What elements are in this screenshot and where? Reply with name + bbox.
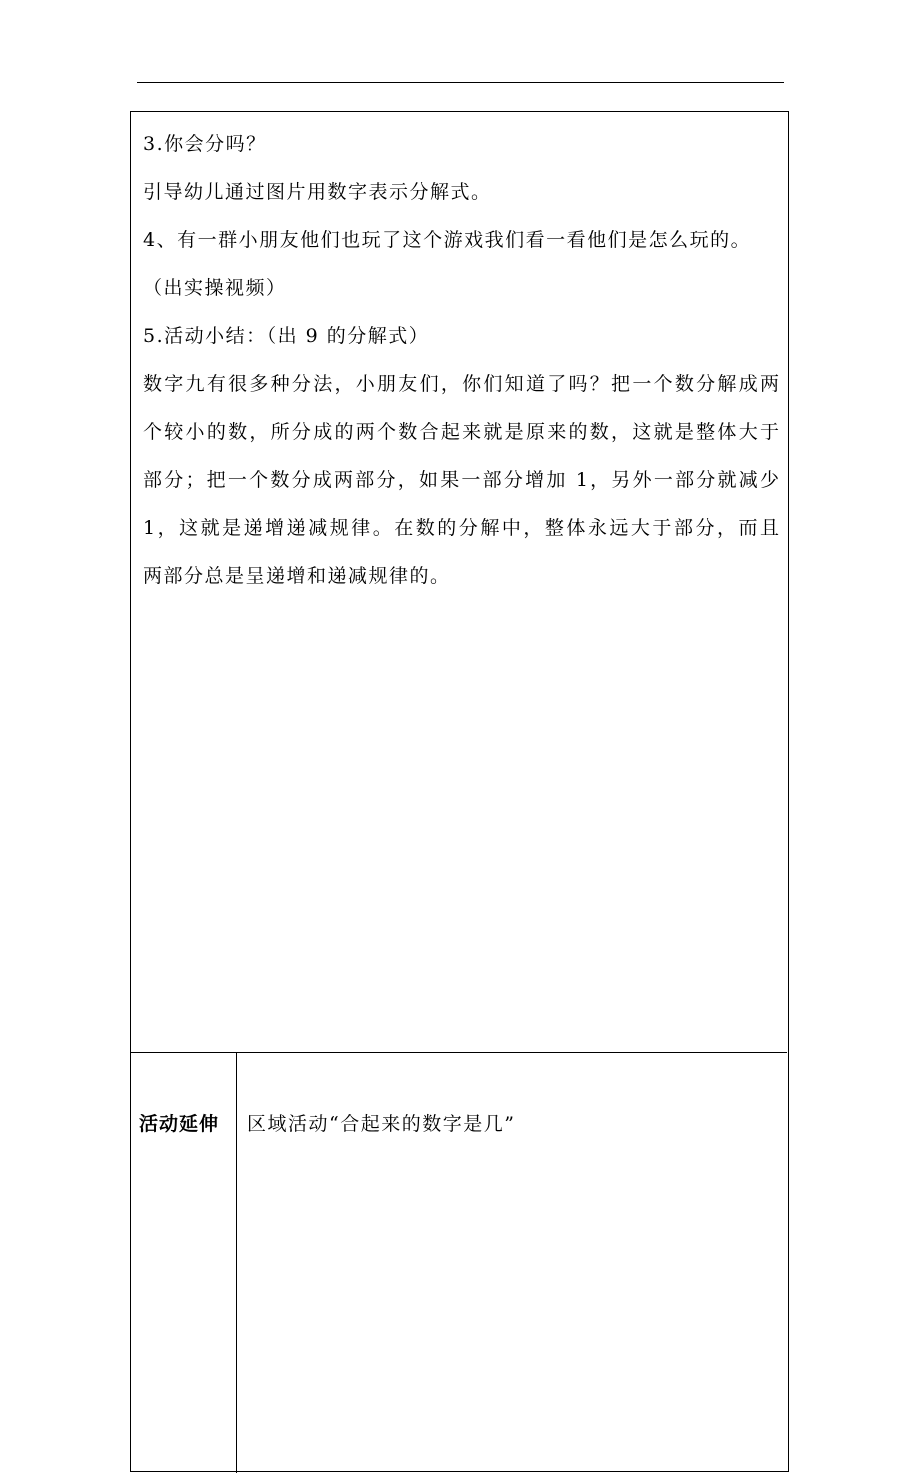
activity-extension-content: 区域活动“合起来的数字是几” xyxy=(247,1113,516,1135)
text-line-step-3: 3.你会分吗？ xyxy=(143,133,267,155)
activity-process-text xyxy=(143,120,779,600)
activity-process-cell xyxy=(131,112,787,1053)
text-line-step-4: 4、有一群小朋友他们也玩了这个游戏我们看一看他们是怎么玩的。 xyxy=(143,229,752,251)
text-line-summary-5: 两部分总是呈递增和递减规律的。 xyxy=(143,565,451,587)
text-line-guide: 引导幼儿通过图片用数字表示分解式。 xyxy=(143,181,492,203)
activity-extension-label: 活动延伸 xyxy=(139,1113,220,1135)
text-line-summary-1: 数字九有很多种分法，小朋友们，你们知道了吗？把一个数分解成两 xyxy=(143,373,779,395)
text-line-summary-4: 1，这就是递增递减规律。在数的分解中，整体永远大于部分，而且 xyxy=(143,517,779,539)
text-line-video-note: （出实操视频） xyxy=(143,277,287,299)
lesson-plan-table xyxy=(130,111,789,1472)
text-line-summary-3: 部分；把一个数分成两部分，如果一部分增加 1，另外一部分就减少 xyxy=(143,469,779,491)
activity-extension-label-cell xyxy=(131,1053,237,1473)
page-header-rule xyxy=(137,82,784,83)
text-line-summary-2: 个较小的数，所分成的两个数合起来就是原来的数，这就是整体大于 xyxy=(143,421,779,443)
activity-extension-row xyxy=(131,1053,787,1473)
text-line-step-5: 5.活动小结：（出 9 的分解式） xyxy=(143,325,430,347)
